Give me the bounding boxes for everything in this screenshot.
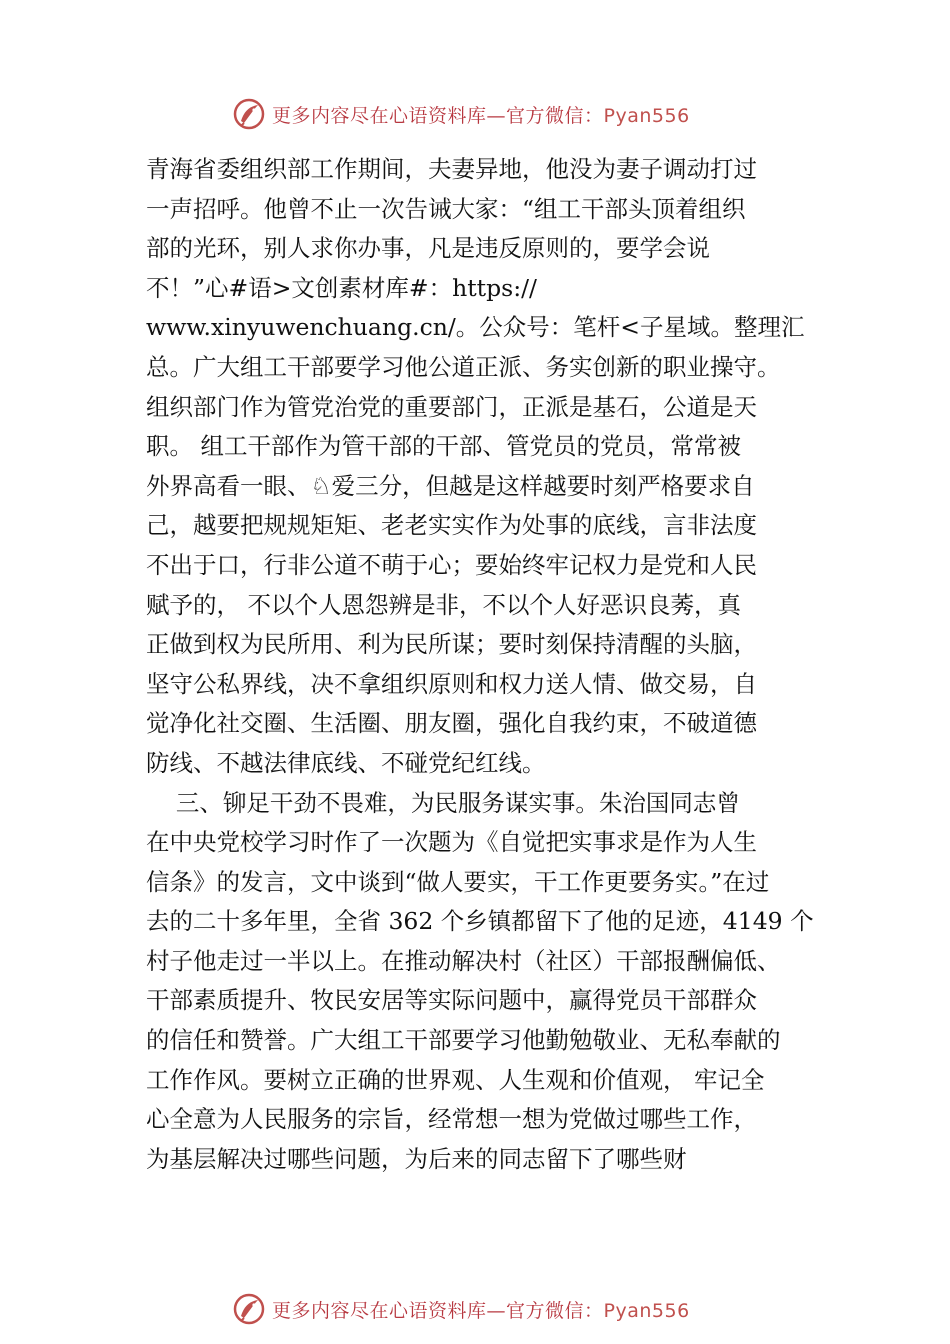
text-line: 信条》的发言，文中谈到“做人要实，干工作更要务实。”在过 bbox=[146, 867, 770, 896]
text-line: 己，越要把规规矩矩、老老实实作为处事的底线，言非法度 bbox=[146, 511, 757, 540]
banner-wechat-id: Pyan556 bbox=[603, 1299, 690, 1322]
text-line: 觉净化社交圈、生活圈、朋友圈，强化自我约束，不破道德 bbox=[146, 709, 757, 738]
banner-text-cn: 更多内容尽在心语资料库—官方微信： bbox=[272, 1299, 604, 1322]
banner-wechat-id: Pyan556 bbox=[603, 104, 690, 127]
text-line: 部的光环，别人求你办事，凡是违反原则的，要学会说 bbox=[146, 234, 710, 263]
text-line: 坚守公私界线，决不拿组织原则和权力送人情、做交易，自 bbox=[146, 669, 757, 698]
text-line: www.xinyuwenchuang.cn/。公众号：笔杆<子星域。整理汇 bbox=[146, 313, 805, 342]
text-line: 为基层解决过哪些问题，为后来的同志留下了哪些财 bbox=[146, 1144, 687, 1173]
brand-logo-icon bbox=[232, 97, 266, 131]
banner-text-cn: 更多内容尽在心语资料库—官方微信： bbox=[272, 104, 604, 127]
text-line: 的信任和赞誉。广大组工干部要学习他勤勉敬业、无私奉献的 bbox=[146, 1026, 781, 1055]
text-line: 不出于口，行非公道不萌于心；要始终牢记权力是党和人民 bbox=[146, 550, 757, 579]
footer-banner bbox=[232, 1289, 690, 1329]
text-line: 干部素质提升、牧民安居等实际问题中，赢得党员干部群众 bbox=[146, 986, 757, 1015]
text-line: 不！”心#语>文创素材库#：https:// bbox=[146, 273, 537, 302]
text-line: 防线、不越法律底线、不碰党纪红线。 bbox=[146, 748, 546, 777]
text-line: 村子他走过一半以上。在推动解决村（社区）干部报酬偏低、 bbox=[146, 946, 781, 975]
text-line: 组织部门作为管党治党的重要部门，正派是基石，公道是天 bbox=[146, 392, 757, 421]
text-line: 总。广大组工干部要学习他公道正派、务实创新的职业操守。 bbox=[146, 352, 781, 381]
banner-text bbox=[272, 1296, 690, 1323]
section-heading-line: 三、铆足干劲不畏难，为民服务谋实事。朱治国同志曾 bbox=[146, 788, 740, 817]
brand-logo-icon bbox=[232, 1292, 266, 1326]
text-line: 正做到权为民所用、利为民所谋；要时刻保持清醒的头脑， bbox=[146, 630, 757, 659]
text-line: 职。 组工干部作为管干部的干部、管党员的党员，常常被 bbox=[146, 432, 741, 461]
text-line: 工作作风。要树立正确的世界观、人生观和价值观， 牢记全 bbox=[146, 1065, 765, 1094]
text-line: 一声招呼。他曾不止一次告诫大家：“组工干部头顶着组织 bbox=[146, 194, 746, 223]
text-line: 在中央党校学习时作了一次题为《自觉把实事求是作为人生 bbox=[146, 828, 757, 857]
banner-text bbox=[272, 101, 690, 128]
text-line: 外界高看一眼、♘爱三分，但越是这样越要时刻严格要求自 bbox=[146, 471, 755, 500]
header-banner bbox=[232, 94, 690, 134]
document-body bbox=[146, 150, 826, 1179]
text-line: 青海省委组织部工作期间，夫妻异地，他没为妻子调动打过 bbox=[146, 155, 757, 183]
text-line: 去的二十多年里，全省 362 个乡镇都留下了他的足迹，4149 个 bbox=[146, 907, 814, 936]
text-line: 心全意为人民服务的宗旨，经常想一想为党做过哪些工作， bbox=[146, 1105, 757, 1134]
text-line: 赋予的， 不以个人恩怨辨是非，不以个人好恶识良莠，真 bbox=[146, 590, 741, 619]
